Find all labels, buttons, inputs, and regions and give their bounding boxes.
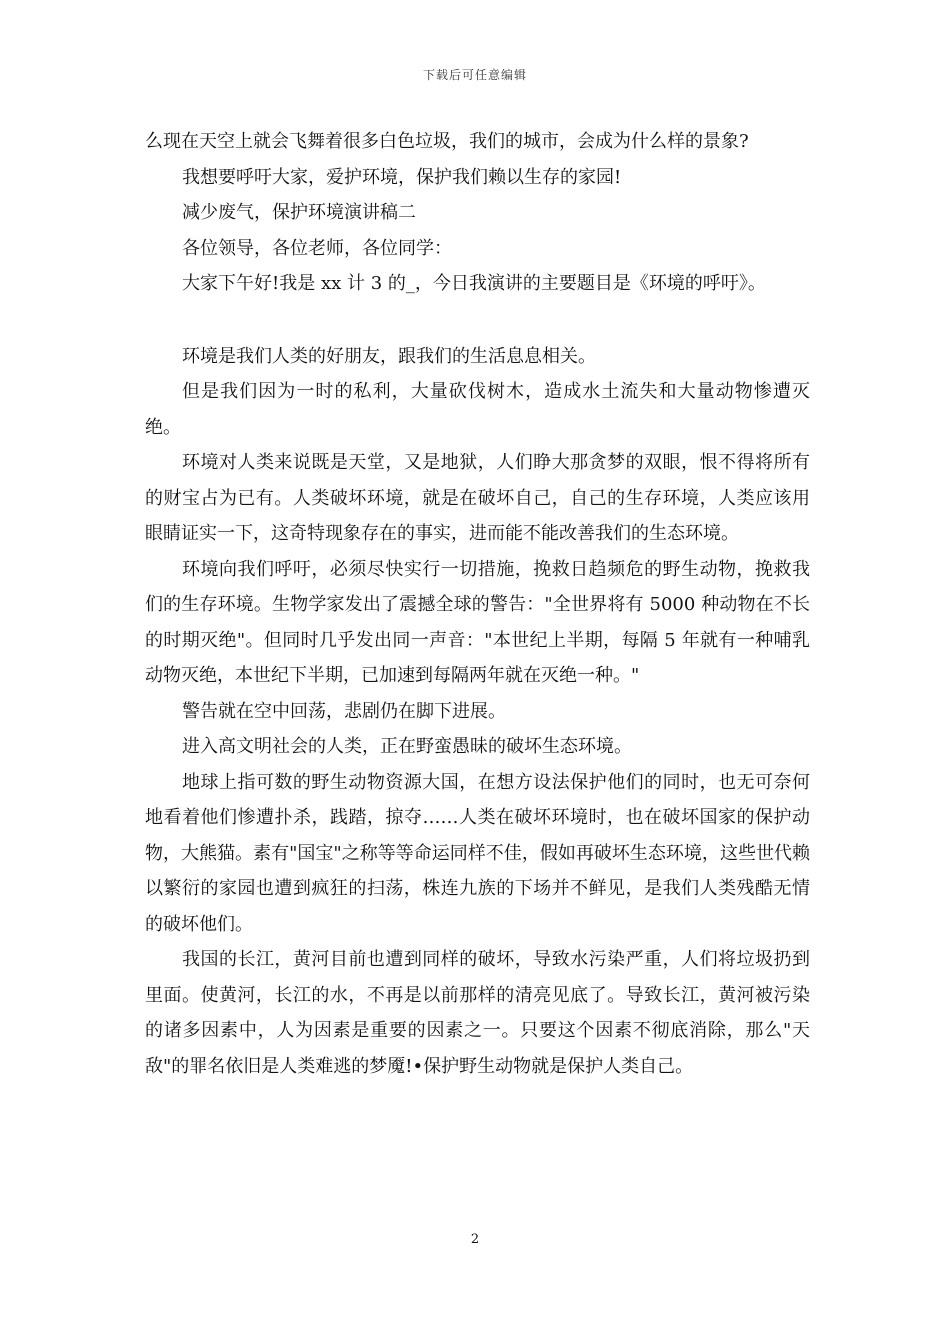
salutation: 各位领导，各位老师，各位同学： xyxy=(182,237,452,259)
paragraph-9: 环境向我们呼吁，必须尽快实行一切措施，挽救日趋频危的野生动物，挽救我们的生存环境。生物学家发出了震撼全球的警告："全世界将有 5000 种动物在不长的时期灭绝"。但同时几乎发出同一声音："本世纪上半期，每隔 5 年就有一种哺乳动物灭绝，本世纪下半期，已加速到每隔两年就在灭绝一种。" xyxy=(145,558,810,686)
paragraph-7: 但是我们因为一时的私利，大量砍伐树木，造成水土流失和大量动物惨遭灭绝。 xyxy=(145,381,810,438)
paragraph-11: 进入高文明社会的人类，正在野蛮愚昧的破坏生态环境。 xyxy=(182,736,632,757)
page-header: 下载后可任意编辑 xyxy=(422,68,527,82)
blank-line xyxy=(145,302,810,339)
paragraph-2: 我想要呼吁大家，爱护环境，保护我们赖以生存的家园! xyxy=(182,166,622,188)
page-number: 2 xyxy=(470,1232,480,1247)
paragraph-13: 我国的长江，黄河目前也遭到同样的破坏，导致水污染严重，人们将垃圾扔到里面。使黄河，长江的水，不再是以前那样的清亮见底了。导致长江，黄河被污染的诸多因素中，人为因素是重要的因素之一。只要这个因素不彻底消除，那么"天敌"的罪名依旧是人类难逃的梦魇!•保护野生动物就是保护人类自己。 xyxy=(145,949,810,1077)
paragraph-6: 环境是我们人类的好朋友，跟我们的生活息息相关。 xyxy=(182,345,596,367)
paragraph-8: 环境对人类来说既是天堂，又是地狱，人们睁大那贪梦的双眼，恨不得将所有的财宝占为已有。人类破坏环境，就是在破坏自己，自己的生存环境，人类应该用眼睛证实一下，这奇特现象存在的事实，进而能不能改善我们的生态环境。 xyxy=(145,452,810,544)
paragraph-12: 地球上指可数的野生动物资源大国，在想方设法保护他们的同时，也无可奈何地看着他们惨遭扑杀，践踏，掠夺……人类在破坏环境时，也在破坏国家的保护动物，大熊猫。素有"国宝"之称等等命运同样不佳，假如再破坏生态环境，这些世代赖以繁衍的家园也遭到疯狂的扫荡，株连九族的下场并不鲜见，是我们人类残酷无情的破坏他们。 xyxy=(145,771,810,935)
document-body xyxy=(145,124,810,1084)
greeting: 大家下午好!我是 xx 计 3 的_，今日我演讲的主要题目是《环境的呼吁》。 xyxy=(182,273,766,294)
paragraph-10: 警告就在空中回荡，悲剧仍在脚下进展。 xyxy=(182,700,506,722)
paragraph-1: 么现在天空上就会飞舞着很多白色垃圾，我们的城市，会成为什么样的景象? xyxy=(145,131,749,152)
section-title: 减少废气，保护环境演讲稿二 xyxy=(182,202,416,223)
